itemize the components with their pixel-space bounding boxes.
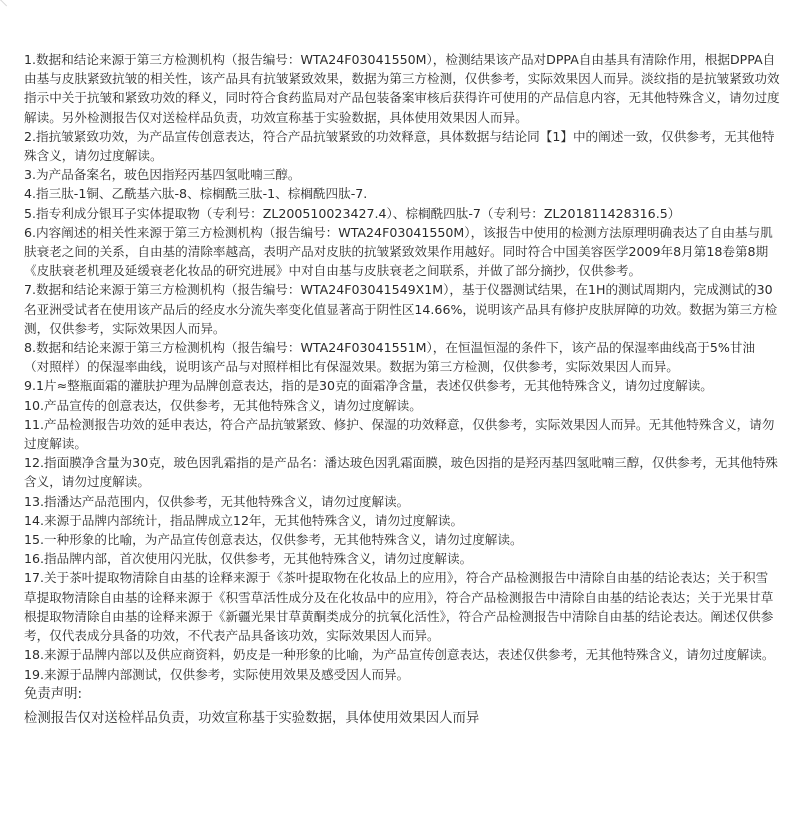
footnote-3: 3.为产品备案名，玻色因指羟丙基四氢吡喃三醇。 [24,167,301,183]
footnote-1: 1.数据和结论来源于第三方检测机构（报告编号：WTA24F03041550M），检测结果该产品对DPPA自由基具有清除作用，根据DPPA自由基与皮肤紧致抗皱的相关性，该产品具有抗皱紧致效果，数据为第三方检测，仅供参考，实际效果因人而异。淡纹指的是抗皱紧致功效指示中关于抗皱和紧致功效的释义，同时符合食药监局对产品包装备案审核后获得许可使用的产品信息内容，无其他特殊含义，请勿过度解读。另外检测报告仅对送检样品负责，功效宣称基于实验数据，具体使用效果因人而异。 [24,52,780,125]
footnote-9: 9.1片≈整瓶面霜的灌肤护理为品牌创意表达，指的是30克的面霜净含量，表述仅供参考，无其他特殊含义，请勿过度解读。 [24,378,713,394]
footnote-11: 11.产品检测报告功效的延申表达，符合产品抗皱紧致、修护、保湿的功效释意，仅供参考，实际效果因人而异。无其他特殊含义，请勿过度解读。 [24,416,775,452]
disclaimer-text: 检测报告仅对送检样品负责，功效宣称基于实验数据，具体使用效果因人而异 [24,710,480,726]
footnotes-section [24,50,780,732]
footnote-13: 13.指潘达产品范围内，仅供参考，无其他特殊含义，请勿过度解读。 [24,493,410,509]
footnote-2: 2.指抗皱紧致功效，为产品宣传创意表达，符合产品抗皱紧致的功效释意，具体数据与结论同【1】中的阐述一致，仅供参考，无其他特殊含义，请勿过度解读。 [24,128,775,164]
footnote-7: 7.数据和结论来源于第三方检测机构（报告编号：WTA24F03041549X1M），基于仪器测试结果，在1H的测试周期内，完成测试的30名亚洲受试者在使用该产品后的经皮水分流失率变化值显著高于阴性区14.66%，说明该产品具有修护皮肤屏障的功效。数据为第三方检测，仅供参考，实际效果因人而异。 [24,282,778,336]
footnote-16: 16.指品牌内部，首次使用闪光肽，仅供参考，无其他特殊含义，请勿过度解读。 [24,551,473,567]
footnote-14: 14.来源于品牌内部统计，指品牌成立12年，无其他特殊含义，请勿过度解读。 [24,512,464,528]
footnote-19: 19.来源于品牌内部测试，仅供参考，实际使用效果及感受因人而异。 [24,666,410,682]
footnote-12: 12.指面膜净含量为30克，玻色因乳霜指的是产品名：潘达玻色因乳霜面膜，玻色因指的是羟丙基四氢吡喃三醇，仅供参考，无其他特殊含义，请勿过度解读。 [24,455,778,490]
footnote-17: 17.关于茶叶提取物清除自由基的诠释来源于《茶叶提取物在化妆品上的应用》，符合产品检测报告中清除自由基的结论表达；关于积雪草提取物清除自由基的诠释来源于《积雪草活性成分及在化妆品中的应用》，符合产品检测报告中清除自由基的结论表达；关于光果甘草根提取物清除自由基的诠释来源于《新疆光果甘草黄酮类成分的抗氧化活性》，符合产品检测报告中清除自由基的结论表达。阐述仅供参考，仅代表成分具备的功效，不代表产品具备该功效，实际效果因人而异。 [24,570,774,644]
footnote-10: 10.产品宣传的创意表达，仅供参考，无其他特殊含义，请勿过度解读。 [24,397,422,413]
footnote-8: 8.数据和结论来源于第三方检测机构（报告编号：WTA24F03041551M），在恒温恒湿的条件下，该产品的保湿率曲线高于5%甘油（对照样）的保湿率曲线，说明该产品与对照样相比有保湿效果。数据为第三方检测，仅供参考，实际效果因人而异。 [24,340,756,375]
footnote-15: 15.一种形象的比喻，为产品宣传创意表达，仅供参考，无其他特殊含义，请勿过度解读。 [24,532,523,548]
disclaimer-title: 免责声明: [24,686,83,702]
footnote-18: 18.来源于品牌内部以及供应商资料，奶皮是一种形象的比喻，为产品宣传创意表达，表述仅供参考，无其他特殊含义，请勿过度解读。 [24,647,775,663]
footnote-6: 6.内容阐述的相关性来源于第三方检测机构（报告编号：WTA24F03041550M），该报告中使用的检测方法原理明确表达了自由基与肌肤衰老之间的关系，自由基的清除率越高，表明产品对皮肤的抗皱紧致效果作用越好。同时符合中国美容医学2009年8月第18卷第8期《皮肤衰老机理及延缓衰老化妆品的研究进展》中对自由基与皮肤衰老之间联系，并做了部分摘抄，仅供参考。 [24,224,773,279]
footnote-5: 5.指专利成分银耳子实体提取物（专利号：ZL200510023427.4）、棕榈酰四肽-7（专利号：ZL201811428316.5） [24,205,681,221]
footnote-4: 4.指三肽-1铜、乙酰基六肽-8、棕榈酰三肽-1、棕榈酰四肽-7. [24,186,368,202]
corner-decoration [0,0,13,6]
